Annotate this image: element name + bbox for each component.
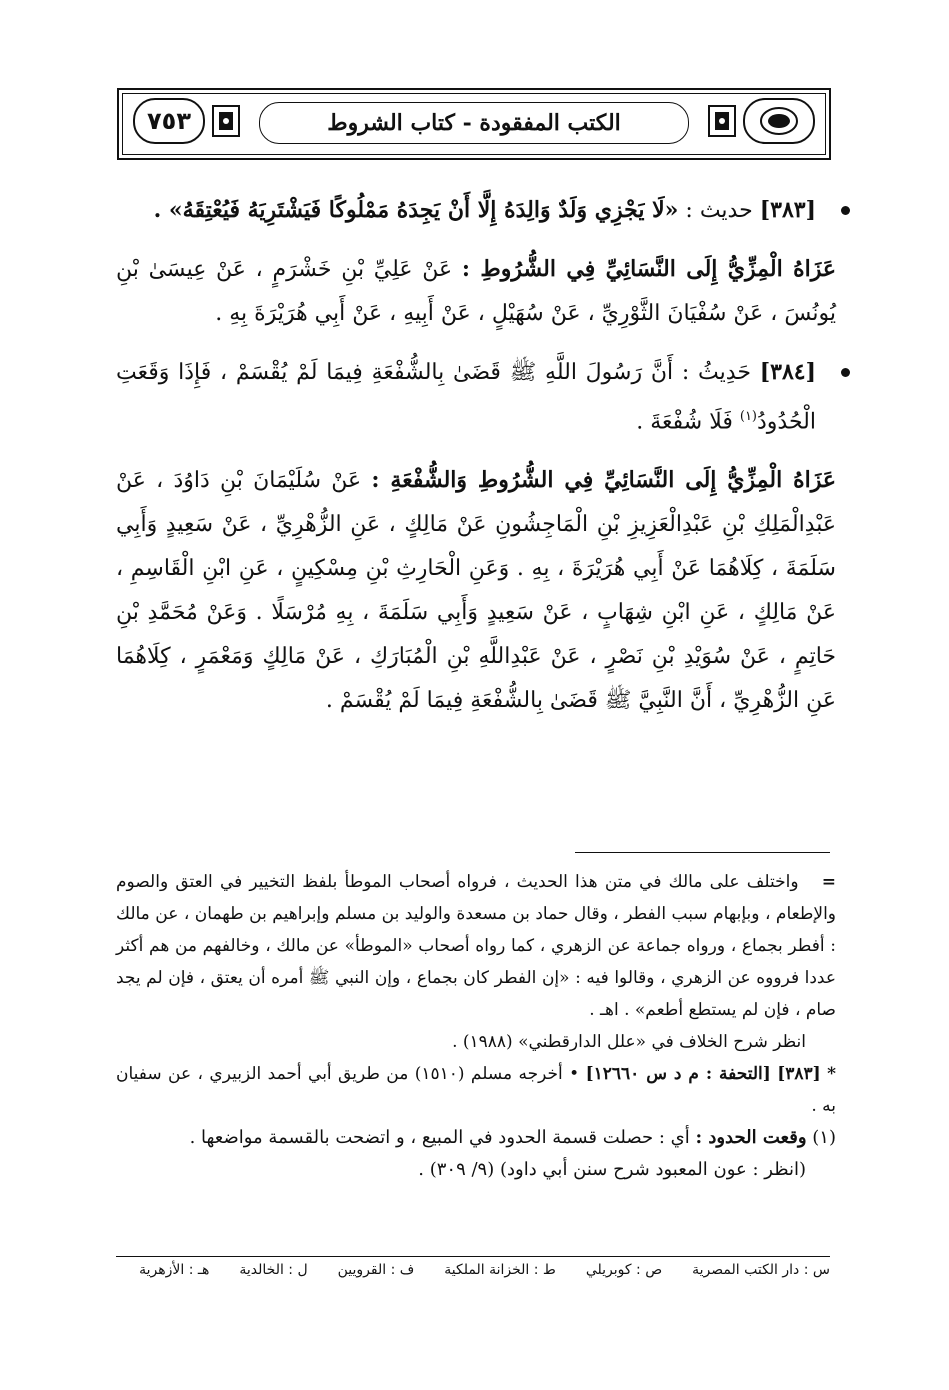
bullet-icon — [841, 368, 850, 377]
siglum: س : دار الكتب المصرية — [692, 1262, 830, 1278]
page-number-box — [133, 98, 205, 144]
manuscript-sigla — [116, 1262, 830, 1278]
publisher-emblem — [743, 98, 815, 144]
isnad-383 — [116, 247, 836, 336]
siglum: ص : كوبريلي — [585, 1262, 663, 1278]
footnote-number: (١) — [812, 1127, 836, 1148]
siglum: هـ : الأزهرية — [139, 1262, 210, 1278]
siglum: ط : الخزانة الملكية — [444, 1262, 556, 1278]
footnote-text: أي : حصلت قسمة الحدود في المبيع ، و اتضحت بالقسمة مواضعها . — [189, 1127, 690, 1148]
siglum: ف : القرويين — [337, 1262, 415, 1278]
hadith-text: أَنَّ رَسُولَ اللَّهِ ﷺ قَضَىٰ بِالشُّفْعَةِ فِيمَا لَمْ يُقْسَمْ ، فَإِذَا وَقَعَتِ الْحُدُودُ — [116, 360, 816, 435]
main-text — [116, 188, 836, 723]
takhrij-number: [٣٨٣] — [777, 1064, 821, 1084]
hadith-number: [٣٨٣] — [759, 197, 816, 223]
hadith-label: حديث : — [685, 198, 753, 223]
attribution-lead: عَزَاهُ الْمِزِّيُّ إِلَى النَّسَائِيِّ فِي الشُّرُوطِ وَالشُّفْعَةِ : — [371, 467, 836, 494]
takhrij-383 — [116, 1058, 836, 1122]
footnote-ref[interactable]: (١) — [739, 409, 757, 424]
footnotes — [116, 866, 836, 1186]
note-text: واختلف على مالك في متن هذا الحديث ، فرواه أصحاب الموطأ بلفظ التخيير في العتق والصوم والإطعام ، وبإبهام سبب الفطر ، وقال حماد بن مسعدة والوليد بن مسلم وإبراهيم بن طهمان ، عن مالك : أفطر بجماع ، ورواه جماعة عن الزهري ، كما رواه أصحاب «الموطأ» عن مالك ، وخالفهم من هم أكثر عددا فرووه عن الزهري ، وقالوا فيه : «إن الفطر كان بجماع ، وإن النبي ﷺ أمره أن يعتق ، فإن لم يجد صام ، فإن لم يستطع أطعم» . اهـ . — [116, 872, 836, 1020]
isnad-384 — [116, 458, 836, 723]
footnote-lead: وقعت الحدود : — [695, 1127, 807, 1148]
bottom-divider — [116, 1256, 830, 1257]
page-header — [117, 88, 831, 160]
ornament-icon — [211, 104, 241, 138]
footnote-divider — [575, 852, 830, 853]
emblem-icon — [759, 105, 799, 137]
hadith-text: «لَا يَجْزِي وَلَدٌ وَالِدَهُ إِلَّا أَنْ يَجِدَهُ مَمْلُوكًا فَيَشْتَرِيَهُ فَيُعْتِقَهُ» . — [153, 197, 679, 223]
page-number: ٧٥٣ — [147, 107, 191, 135]
siglum: ل : الخالدية — [239, 1262, 308, 1278]
hadith-383 — [116, 188, 836, 233]
ornament-icon — [707, 104, 737, 138]
hadith-label: حَدِيثُ : — [681, 360, 751, 385]
star-icon: * — [827, 1064, 836, 1084]
isnad-text: عَنْ عَلِيِّ بْنِ خَشْرَمٍ ، عَنْ عِيسَىٰ بْنِ يُونُسَ ، عَنْ سُفْيَانَ الثَّوْرِيِّ ، عَنْ سُهَيْلٍ ، عَنْ أَبِيهِ ، عَنْ أَبِي هُرَيْرَةَ بِهِ . — [116, 257, 836, 326]
tuhfa-ref: [التحفة : م د س ١٢٦٦٠] — [585, 1064, 771, 1084]
continuation-mark: = — [821, 872, 836, 892]
bullet-icon — [841, 206, 850, 215]
takhrij-text: • أخرجه مسلم (١٥١٠) من طريق أبي أحمد الزبيري ، عن سفيان به . — [116, 1064, 836, 1116]
hadith-number: [٣٨٤] — [759, 359, 816, 385]
running-title: الكتب المفقودة - كتاب الشروط — [259, 102, 689, 144]
isnad-text: عَنْ سُلَيْمَانَ بْنِ دَاوُدَ ، عَنْ عَبْدِالْمَلِكِ بْنِ عَبْدِالْعَزِيزِ بْنِ الْمَاجِشُونِ عَنْ مَالِكٍ ، عَنِ الزُّهْرِيِّ ، عَنْ سَعِيدٍ وَأَبِي سَلَمَةَ ، كِلَاهُمَا عَنْ أَبِي هُرَيْرَةَ ، بِهِ . وَعَنِ الْحَارِثِ بْنِ مِسْكِينٍ ، عَنِ ابْنِ الْقَاسِمِ ، عَنْ مَالِكٍ ، عَنِ ابْنِ شِهَابٍ ، عَنْ سَعِيدٍ وَأَبِي سَلَمَةَ ، بِهِ مُرْسَلًا . وَعَنْ مُحَمَّدِ بْنِ حَاتِمٍ ، عَنْ سُوَيْدِ بْنِ نَصْرٍ ، عَنْ عَبْدِاللَّهِ بْنِ الْمُبَارَكِ ، عَنْ مَالِكٍ وَمَعْمَرٍ ، كِلَاهُمَا عَنِ الزُّهْرِيِّ ، أَنَّ النَّبِيَّ ﷺ قَضَىٰ بِالشُّفْعَةِ فِيمَا لَمْ يُقْسَمْ . — [116, 468, 836, 714]
footnote-1 — [116, 1122, 836, 1154]
footnote-1-source: (انظر : عون المعبود شرح سنن أبي داود) (٩/ ٣٠٩) . — [418, 1159, 806, 1180]
attribution-lead: عَزَاهُ الْمِزِّيُّ إِلَى النَّسَائِيِّ فِي الشُّرُوطِ : — [461, 256, 836, 282]
hadith-384 — [116, 350, 836, 444]
note-reference: انظر شرح الخلاف في «علل الدارقطني» (١٩٨٨) . — [452, 1032, 806, 1052]
note-continuation — [116, 866, 836, 1026]
hadith-text-end: فَلَا شُفْعَةَ . — [636, 409, 733, 435]
